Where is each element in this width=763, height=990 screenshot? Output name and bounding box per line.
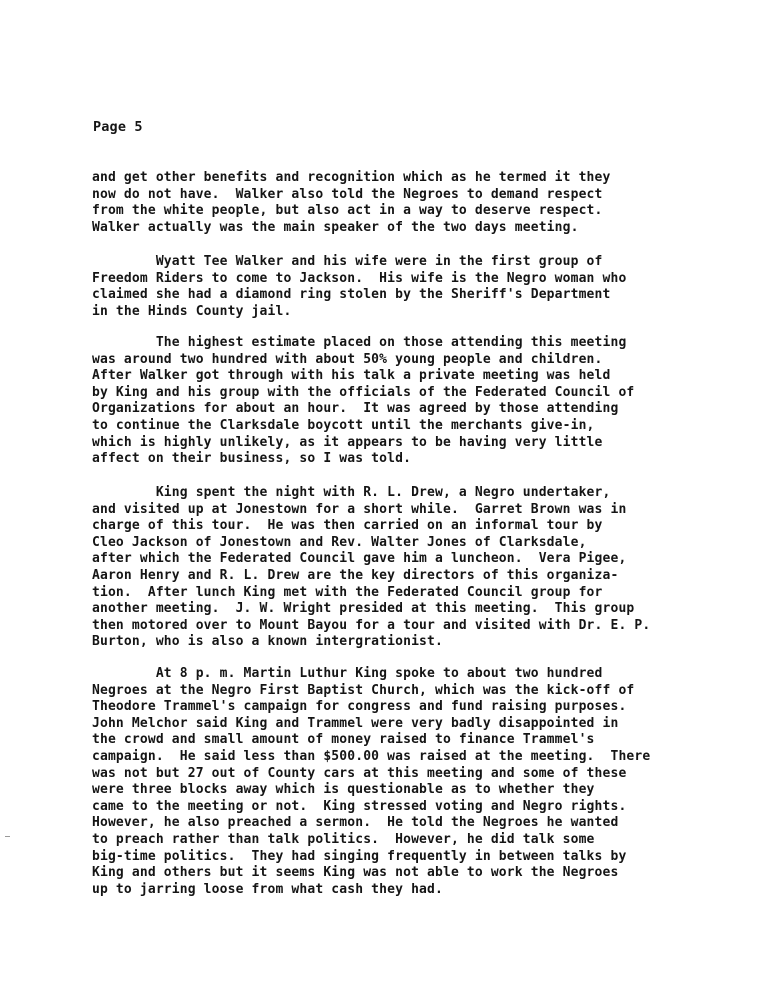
paragraph-walker-benefits: and get other benefits and recognition which as he termed it they now do not have. Walker also told the Negroes to demand respect from the white people, but also act in a way to deserve respect. Walker actually was the main speaker of the two days meeting. [92,170,611,235]
page-number: Page 5 [93,119,143,135]
paragraph-king-tour: King spent the night with R. L. Drew, a Negro undertaker, and visited up at Jonestown for a short while. Garret Brown was in charge of this tour. He was then carried on an informal tour by Cleo Jackson of Jonestown and Rev. Walter Jones of Clarksdale, after which the Federated Council gave him a luncheon. Vera Pigee, Aaron Henry and R. L. Drew are the key directors of this organiza- tion. After lunch King met with the Federated Council group for another meeting. J. W. Wright presided at this meeting. This group then motored over to Mount Bayou for a tour and visited with Dr. E. P. Burton, who is also a known intergrationist. [92,485,651,650]
paragraph-freedom-riders: Wyatt Tee Walker and his wife were in the first group of Freedom Riders to come to Jackson. His wife is the Negro woman who claimed she had a diamond ring stolen by the Sheriff's Department in the Hinds County jail. [92,254,627,319]
paragraph-church-campaign: At 8 p. m. Martin Luthur King spoke to about two hundred Negroes at the Negro First Baptist Church, which was the kick-off of Theodore Trammel's campaign for congress and fund raising purposes. John Melchor said King and Trammel were very badly disappointed in the crowd and small amount of money raised to finance Trammel's campaign. He said less than $500.00 was raised at the meeting. There was not but 27 out of County cars at this meeting and some of these were three blocks away which is questionable as to whether they came to the meeting or not. King stressed voting and Negro rights. However, he also preached a sermon. He told the Negroes he wanted to preach rather than talk politics. However, he did talk some big-time politics. They had singing frequently in between talks by King and others but it seems King was not able to work the Negroes up to jarring loose from what cash they had. [92,666,651,897]
margin-mark [5,836,10,837]
paragraph-meeting-attendance: The highest estimate placed on those attending this meeting was around two hundred with about 50% young people and children. After Walker got through with his talk a private meeting was held by King and his group with the officials of the Federated Council of Organizations for about an hour. It was agreed by those attending to continue the Clarksdale boycott until the merchants give-in, which is highly unlikely, as it appears to be having very little affect on their business, so I was told. [92,335,635,467]
